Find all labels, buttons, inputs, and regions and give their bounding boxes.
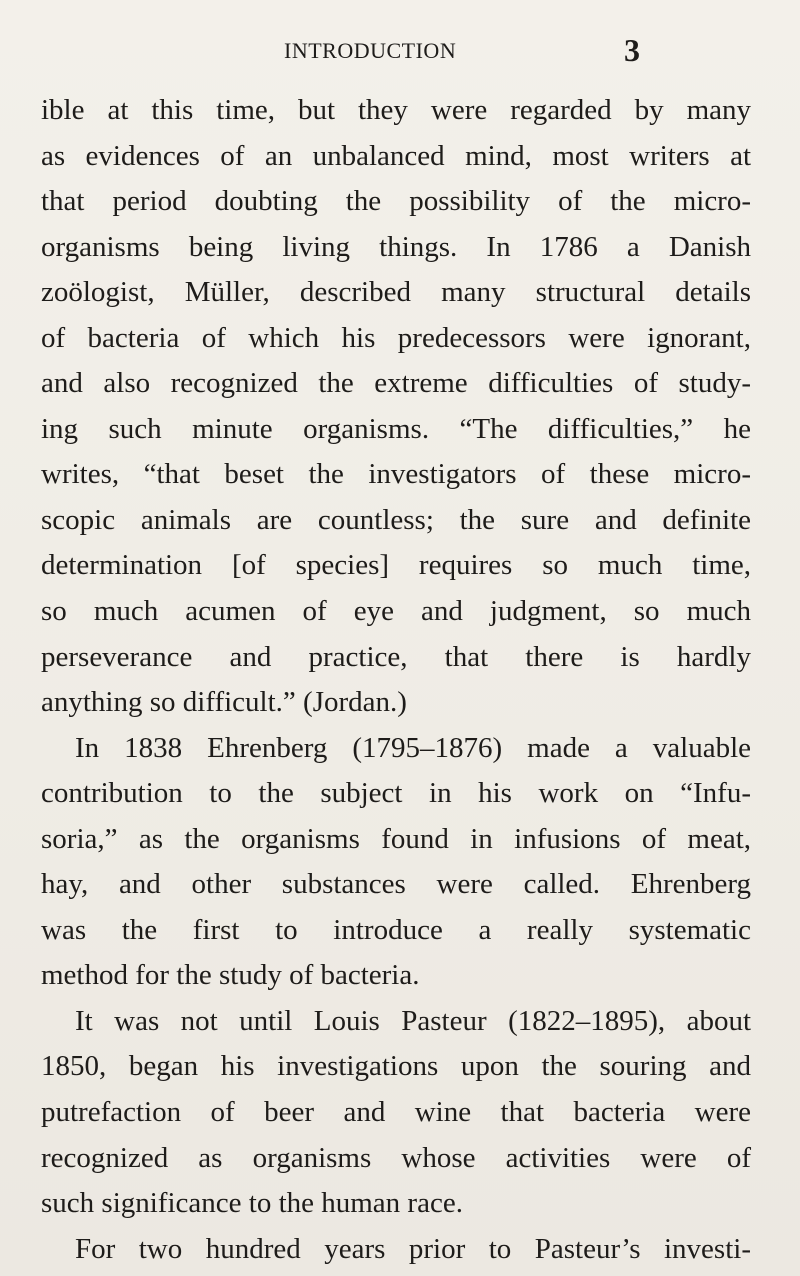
page-header	[0, 32, 800, 78]
text-line: perseverance and practice, that there is hardly	[41, 640, 751, 673]
text-line: as evidences of an unbalanced mind, most writers at	[41, 139, 751, 172]
text-line: so much acumen of eye and judgment, so much	[41, 595, 751, 628]
text-line: was the first to introduce a really systematic	[41, 913, 751, 946]
text-line: determination [of species] requires so much time,	[41, 549, 751, 582]
text-line: soria,” as the organisms found in infusions of meat,	[41, 822, 751, 855]
paragraph-start-line: In 1838 Ehrenberg (1795–1876) made a valuable	[75, 731, 751, 764]
text-line: such significance to the human race.	[41, 1187, 463, 1220]
text-line: hay, and other substances were called. Ehrenberg	[41, 868, 751, 901]
text-line: anything so difficult.” (Jordan.)	[41, 686, 407, 719]
text-line: organisms being living things. In 1786 a Danish	[41, 230, 751, 263]
paragraph-start-line: For two hundred years prior to Pasteur’s investi-	[75, 1232, 751, 1265]
text-line: putrefaction of beer and wine that bacteria were	[41, 1096, 751, 1129]
text-line: that period doubting the possibility of the micro-	[41, 185, 751, 218]
running-head: INTRODUCTION	[284, 38, 457, 63]
text-line: scopic animals are countless; the sure and definite	[41, 503, 751, 536]
text-line: recognized as organisms whose activities were of	[41, 1141, 751, 1174]
text-line: ing such minute organisms. “The difficulties,” he	[41, 412, 751, 445]
paragraph-start-line: It was not until Louis Pasteur (1822–1895), about	[75, 1004, 751, 1037]
page-number: 3	[624, 32, 640, 68]
body-text	[41, 88, 751, 1272]
text-line: and also recognized the extreme difficulties of study-	[41, 367, 751, 400]
text-line: zoölogist, Müller, described many structural details	[41, 276, 751, 309]
text-line: method for the study of bacteria.	[41, 959, 420, 992]
text-line: writes, “that beset the investigators of these micro-	[41, 458, 751, 491]
text-line: 1850, began his investigations upon the souring and	[41, 1050, 751, 1083]
text-line: ible at this time, but they were regarded by many	[41, 94, 751, 126]
text-line: contribution to the subject in his work on “Infu-	[41, 777, 751, 810]
text-line: of bacteria of which his predecessors were ignorant,	[41, 321, 751, 354]
